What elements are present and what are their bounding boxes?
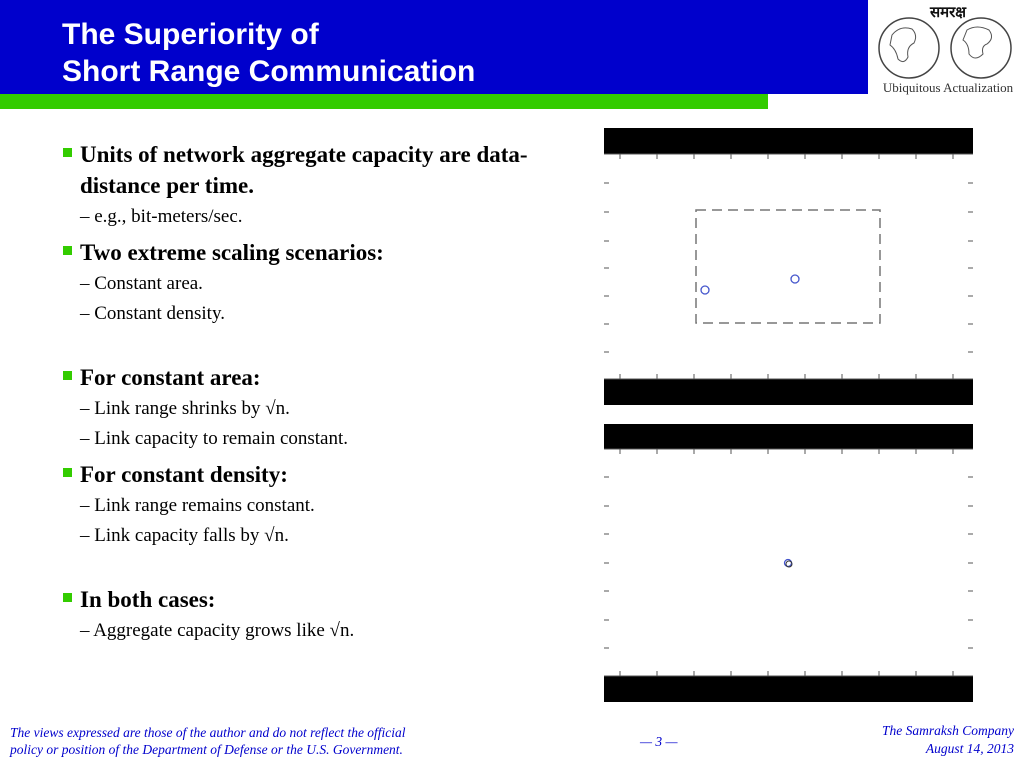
footer-company-name: The Samraksh Company xyxy=(882,723,1014,738)
sub-bullet-item: – Constant density. xyxy=(80,303,225,324)
company-logo xyxy=(872,0,1024,100)
bullet-item: Two extreme scaling scenarios: xyxy=(62,237,582,268)
footer-disclaimer-line-2: policy or position of the Department of Defense or the U.S. Government. xyxy=(10,742,403,757)
page-number: — 3 — xyxy=(640,734,678,749)
footer-disclaimer xyxy=(10,724,540,758)
sub-bullet-item: – Link range remains constant. xyxy=(80,495,315,516)
bullet-list xyxy=(62,133,582,645)
logo-script-text: समरक्ष xyxy=(929,5,966,21)
header-accent-stripe xyxy=(0,94,768,109)
bullet-square-icon xyxy=(63,246,72,255)
bullet-item: Units of network aggregate capacity are data-distance per time. xyxy=(62,139,582,201)
bullet-square-icon xyxy=(63,148,72,157)
bullet-item: In both cases: xyxy=(62,584,582,615)
bullet-square-icon xyxy=(63,468,72,477)
bullet-square-icon xyxy=(63,593,72,602)
logo-caption: Ubiquitous Actualization xyxy=(882,80,1014,95)
sub-bullet-item: – e.g., bit-meters/sec. xyxy=(80,206,243,227)
slide-title xyxy=(62,16,475,90)
sub-bullet-item: – Link capacity falls by √n. xyxy=(80,525,289,546)
constant-density-figure xyxy=(604,424,973,702)
footer-date: August 14, 2013 xyxy=(925,741,1014,756)
bullet-square-icon xyxy=(63,371,72,380)
sub-bullet-item: – Constant area. xyxy=(80,273,203,294)
sub-bullet-item: – Aggregate capacity grows like √n. xyxy=(80,620,355,641)
footer-disclaimer-line-1: The views expressed are those of the author and do not reflect the official xyxy=(10,725,406,740)
sub-bullet-item: – Link capacity to remain constant. xyxy=(80,428,349,449)
bullet-item: For constant density: xyxy=(62,459,582,490)
sub-bullet-item: – Link range shrinks by √n. xyxy=(80,398,290,419)
bullet-item: For constant area: xyxy=(62,362,582,393)
slide-title-line-2: Short Range Communication xyxy=(62,55,476,88)
footer-company-block xyxy=(882,722,1014,758)
constant-area-figure xyxy=(604,128,973,405)
slide-title-line-1: The Superiority of xyxy=(62,18,319,51)
